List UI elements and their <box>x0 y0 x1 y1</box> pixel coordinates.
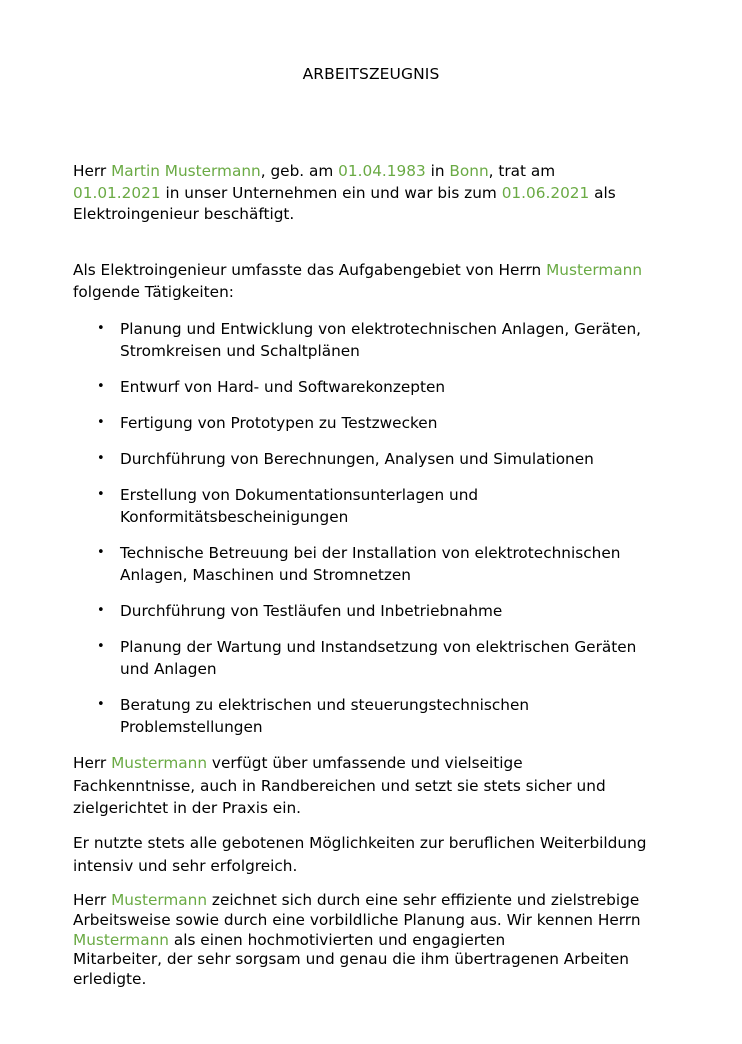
employee-surname: Mustermann <box>111 891 208 909</box>
intro-text: Elektroingenieur beschäftigt. <box>73 205 295 223</box>
task-item <box>73 542 720 586</box>
bullet-icon: • <box>97 415 105 430</box>
work-style-text: Mitarbeiter, der sehr sorgsam und genau die ihm übertragenen Arbeiten <box>73 950 629 969</box>
training-text: Er nutzte stets alle gebotenen Möglichkeiten zur beruflichen Weiterbildung <box>73 834 647 852</box>
intro-text: Herr <box>73 162 112 180</box>
birth-date: 01.04.1983 <box>338 162 426 180</box>
task-text: Entwurf von Hard- und Softwarekonzepten <box>120 378 446 396</box>
bullet-icon: • <box>97 321 105 336</box>
task-item <box>73 694 720 738</box>
task-item <box>73 376 720 398</box>
bullet-icon: • <box>97 545 105 560</box>
work-style-text: Herr <box>73 891 112 909</box>
task-item <box>73 412 720 434</box>
task-text: und Anlagen <box>120 660 217 678</box>
training-text: intensiv und sehr erfolgreich. <box>73 857 298 875</box>
employee-name: Martin Mustermann <box>111 162 261 180</box>
knowledge-text: zielgerichtet in der Praxis ein. <box>73 799 302 817</box>
employee-surname: Mustermann <box>111 754 208 772</box>
task-text: Planung der Wartung und Instandsetzung von elektrischen Geräten <box>120 638 637 656</box>
tasks-intro-text: folgende Tätigkeiten: <box>73 282 234 301</box>
task-text: Durchführung von Berechnungen, Analysen und Simulationen <box>120 450 594 468</box>
bullet-icon: • <box>97 697 105 712</box>
task-text: Technische Betreuung bei der Installation von elektrotechnischen <box>120 544 621 562</box>
task-item <box>73 600 720 622</box>
employee-surname: Mustermann <box>73 930 169 949</box>
knowledge-text: Herr <box>73 754 112 772</box>
end-date: 01.06.2021 <box>501 183 590 202</box>
task-text: Anlagen, Maschinen und Stromnetzen <box>120 566 412 584</box>
work-style-text: erledigte. <box>73 970 147 989</box>
intro-text: , trat am <box>488 162 556 180</box>
training-paragraph <box>73 832 713 878</box>
task-item <box>73 448 720 470</box>
bullet-icon: • <box>97 487 105 502</box>
task-text: Durchführung von Testläufen und Inbetriebnahme <box>120 602 503 620</box>
task-text: Konformitätsbescheinigungen <box>120 508 349 526</box>
bullet-icon: • <box>97 639 105 654</box>
knowledge-text: verfügt über umfassende und vielseitige <box>207 754 523 772</box>
bullet-icon: • <box>97 379 105 394</box>
task-text: Fertigung von Prototypen zu Testzwecken <box>120 414 438 432</box>
work-style-text: zeichnet sich durch eine sehr effiziente und zielstrebige <box>207 891 640 909</box>
birth-place: Bonn <box>449 162 489 180</box>
tasks-intro-paragraph <box>73 260 713 303</box>
task-item <box>73 484 720 528</box>
knowledge-text: Fachkenntnisse, auch in Randbereichen und setzt sie stets sicher und <box>73 776 606 795</box>
start-date: 01.01.2021 <box>73 183 161 202</box>
intro-text: , geb. am <box>260 162 339 180</box>
tasks-intro-text: Als Elektroingenieur umfasste das Aufgabengebiet von Herrn <box>73 261 547 279</box>
knowledge-paragraph <box>73 752 713 820</box>
task-text: Planung und Entwicklung von elektrotechnischen Anlagen, Geräten, <box>120 320 641 338</box>
intro-text: in unser Unternehmen ein und war bis zum <box>160 183 502 202</box>
bullet-icon: • <box>97 451 105 466</box>
document-title: ARBEITSZEUGNIS <box>302 65 440 83</box>
work-style-text: als einen hochmotivierten und engagierten <box>168 930 506 949</box>
task-text: Beratung zu elektrischen und steuerungstechnischen <box>120 696 530 714</box>
task-text: Problemstellungen <box>120 718 263 736</box>
task-text: Stromkreisen und Schaltplänen <box>120 342 360 360</box>
work-style-paragraph <box>73 891 713 990</box>
task-item <box>73 636 720 680</box>
intro-text: in <box>425 162 450 180</box>
intro-text: als <box>589 183 616 202</box>
work-style-text: Arbeitsweise sowie durch eine vorbildliche Planung aus. Wir kennen Herrn <box>73 910 641 929</box>
bullet-icon: • <box>97 603 105 618</box>
task-text: Erstellung von Dokumentationsunterlagen und <box>120 486 479 504</box>
intro-paragraph <box>73 161 713 226</box>
employee-surname: Mustermann <box>546 261 643 279</box>
task-item <box>73 318 720 362</box>
